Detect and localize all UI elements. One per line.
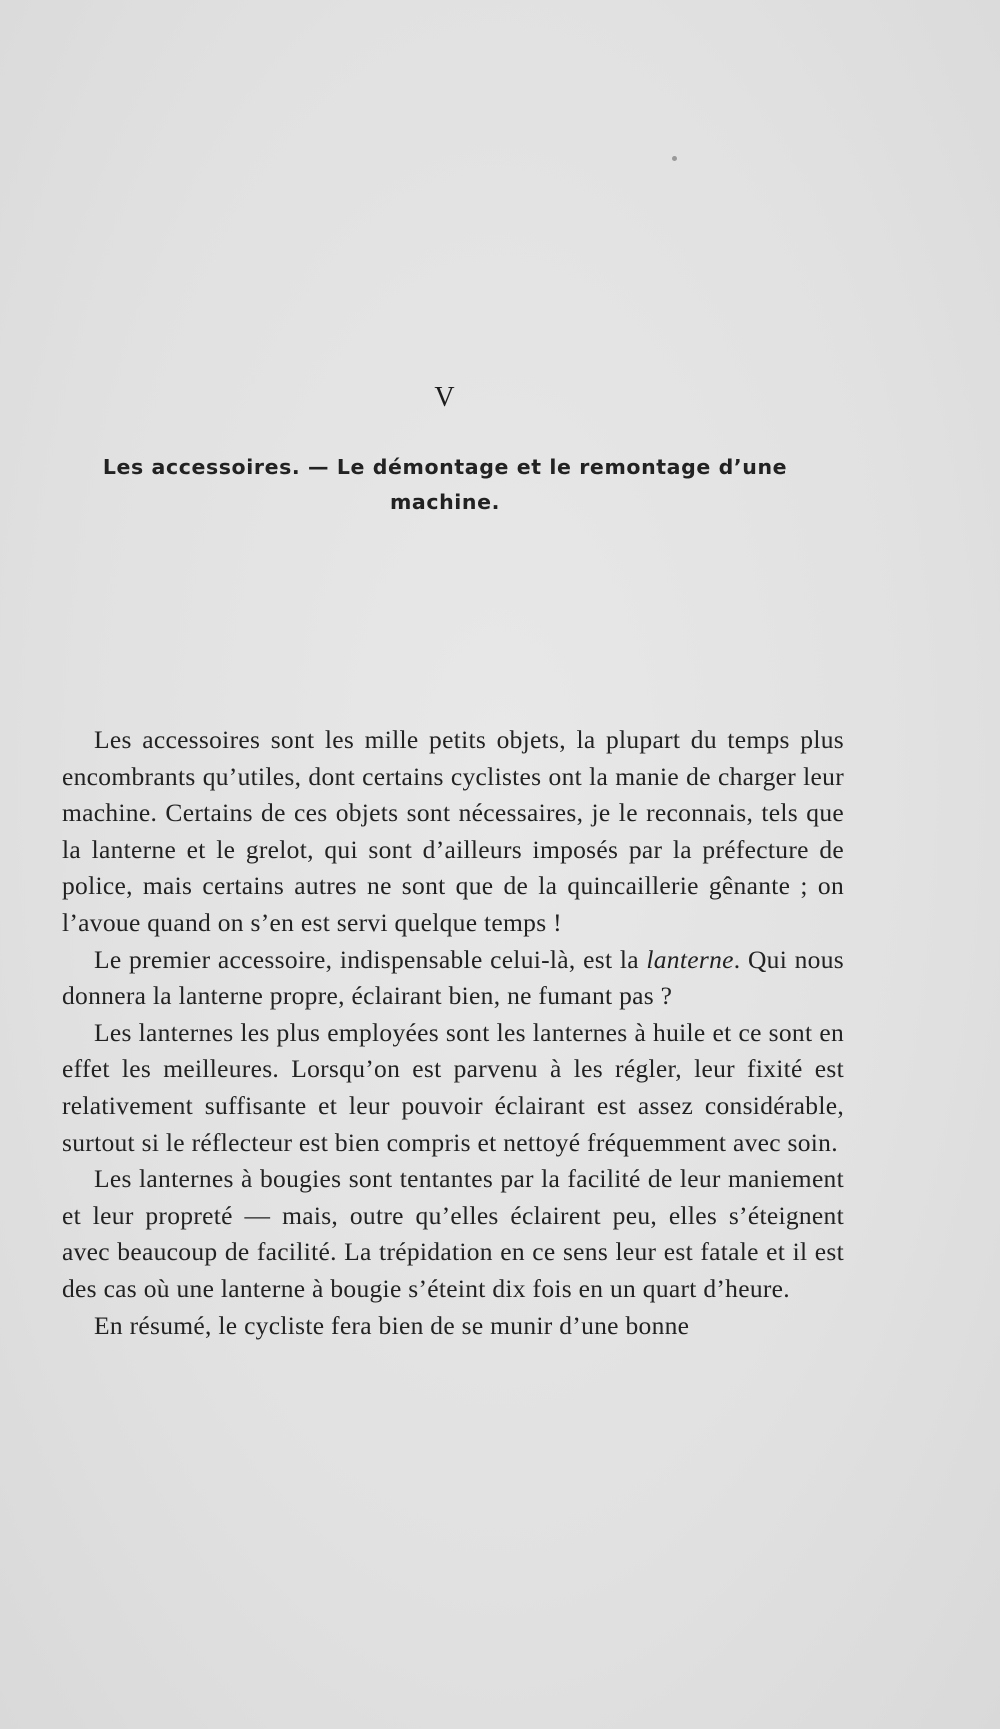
- paragraph-lanterne: Le premier accessoire, indispensable celui-là, est la lanterne. Qui nous donnera la lanterne propre, éclairant bien, ne fumant pas ?: [62, 944, 844, 1011]
- paragraph-oil-lanterns: Les lanternes les plus employées sont les lanternes à huile et ce sont en effet les meilleures. Lorsqu’on est parvenu à les régler, leur fixité est relativement suffisante et leur pouvoir éclairant est assez considérable, surtout si le réflecteur est bien compris et nettoyé fréquemment avec soin.: [62, 1017, 844, 1157]
- paragraph-summary: En résumé, le cycliste fera bien de se munir d’une bonne: [94, 1310, 690, 1340]
- chapter-number: V: [434, 382, 456, 413]
- chapter-title: Les accessoires. — Le démontage et le remontage d’une machine.: [102, 455, 788, 514]
- italic-term: lanterne: [646, 944, 734, 974]
- paper-speck: [672, 156, 677, 161]
- body-text: [62, 722, 844, 1344]
- paragraph-candle-lanterns: Les lanternes à bougies sont tentantes par la facilité de leur maniement et leur propreté — mais, outre qu’elles éclairent peu, elles s’éteignent avec beaucoup de facilité. La trépidation en ce sens leur est fatale et il est des cas où une lanterne à bougie s’éteint dix fois en un quart d’heure.: [62, 1164, 844, 1303]
- paragraph-accessories: Les accessoires sont les mille petits objets, la plupart du temps plus encombrants qu’utiles, dont certains cyclistes ont la manie de charger leur machine. Certains de ces objets sont nécessaires, je le reconnais, tels que la lanterne et le grelot, qui sont d’ailleurs imposés par la préfecture de police, mais certains autres ne sont que de la quincaillerie gênante ; on l’avoue quand on s’en est servi quelque temps !: [62, 725, 844, 937]
